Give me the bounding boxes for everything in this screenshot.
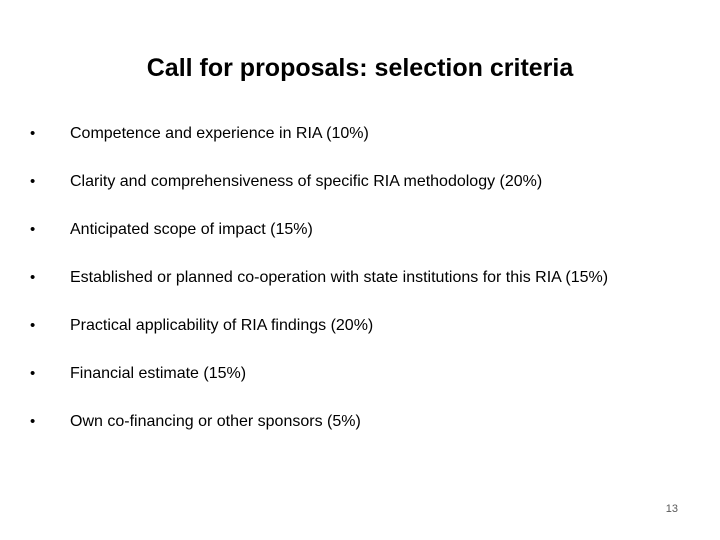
bullet-icon: • bbox=[30, 173, 36, 190]
bullet-icon: • bbox=[30, 269, 36, 286]
list-item-text: Practical applicability of RIA findings (20%) bbox=[70, 317, 374, 334]
list-item-text: Competence and experience in RIA (10%) bbox=[70, 125, 369, 142]
list-item bbox=[30, 412, 690, 431]
criteria-list bbox=[30, 124, 690, 460]
bullet-icon: • bbox=[30, 365, 36, 382]
bullet-icon: • bbox=[30, 317, 36, 334]
list-item bbox=[30, 316, 690, 335]
bullet-icon: • bbox=[30, 413, 36, 430]
list-item bbox=[30, 268, 690, 287]
slide-title: Call for proposals: selection criteria bbox=[146, 54, 574, 82]
list-item-text: Financial estimate (15%) bbox=[70, 365, 247, 382]
list-item bbox=[30, 364, 690, 383]
bullet-icon: • bbox=[30, 125, 36, 142]
list-item bbox=[30, 124, 690, 143]
bullet-icon: • bbox=[30, 221, 36, 238]
list-item-text: Own co-financing or other sponsors (5%) bbox=[70, 413, 361, 430]
list-item-text: Clarity and comprehensiveness of specific RIA methodology (20%) bbox=[70, 173, 543, 190]
list-item-text: Anticipated scope of impact (15%) bbox=[70, 221, 313, 238]
page-number: 13 bbox=[665, 503, 678, 515]
list-item-text: Established or planned co-operation with state institutions for this RIA (15%) bbox=[70, 269, 609, 286]
list-item bbox=[30, 172, 690, 191]
list-item bbox=[30, 220, 690, 239]
